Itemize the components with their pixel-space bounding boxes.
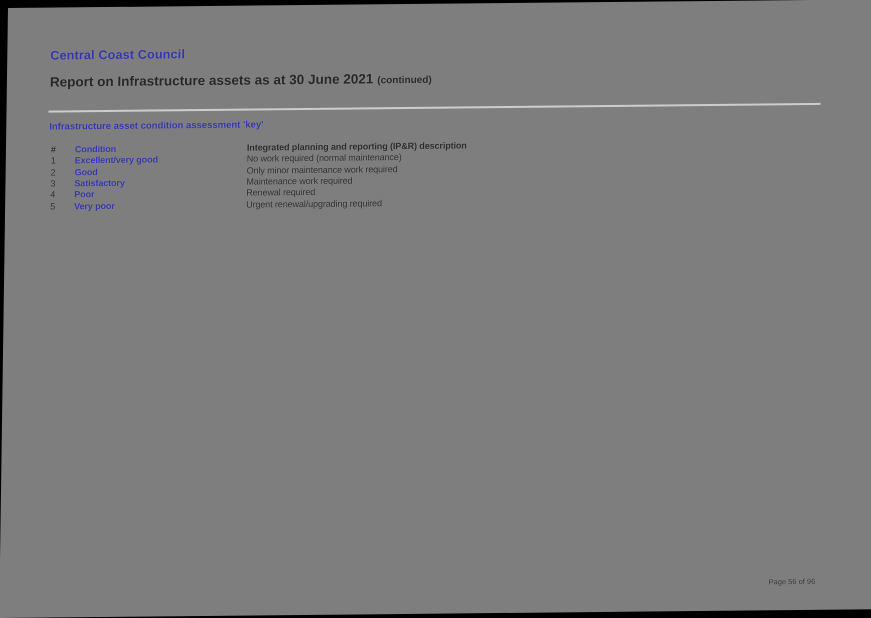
table-row-3-num: 3	[50, 178, 56, 189]
table-row-4-num: 4	[50, 189, 56, 200]
table-row-5-description: Urgent renewal/upgrading required	[246, 197, 382, 210]
table-row-4-description: Renewal required	[246, 187, 316, 198]
key-table-title: Infrastructure asset condition assessment 'key'	[49, 119, 264, 133]
table-row-2-condition: Good	[74, 166, 98, 178]
report-title-text: Report on Infrastructure assets as at 30 June 2021	[49, 71, 374, 90]
page-number: Page 56 of 96	[768, 576, 816, 587]
table-row-5-condition: Very poor	[74, 200, 115, 212]
table-row-4-condition: Poor	[74, 189, 95, 200]
report-title	[50, 71, 432, 90]
horizontal-rule	[48, 103, 820, 113]
table-row-3-description: Maintenance work required	[246, 175, 353, 187]
column-header-description: Integrated planning and reporting (IP&R) description	[246, 140, 467, 153]
report-title-continued: (continued)	[377, 74, 432, 87]
column-header-num: #	[50, 144, 56, 155]
council-name: Central Coast Council	[50, 47, 186, 63]
table-row-1-condition: Excellent/very good	[74, 154, 158, 166]
table-row-2-description: Only minor maintenance work required	[246, 163, 398, 176]
table-row-2-num: 2	[50, 167, 56, 178]
condition-key-table	[50, 138, 671, 212]
table-row-1-num: 1	[50, 155, 56, 166]
table-row-5-num: 5	[50, 201, 56, 212]
table-row-1-description: No work required (normal maintenance)	[246, 152, 402, 164]
table-row-3-condition: Satisfactory	[74, 177, 125, 189]
column-header-condition: Condition	[74, 143, 117, 155]
